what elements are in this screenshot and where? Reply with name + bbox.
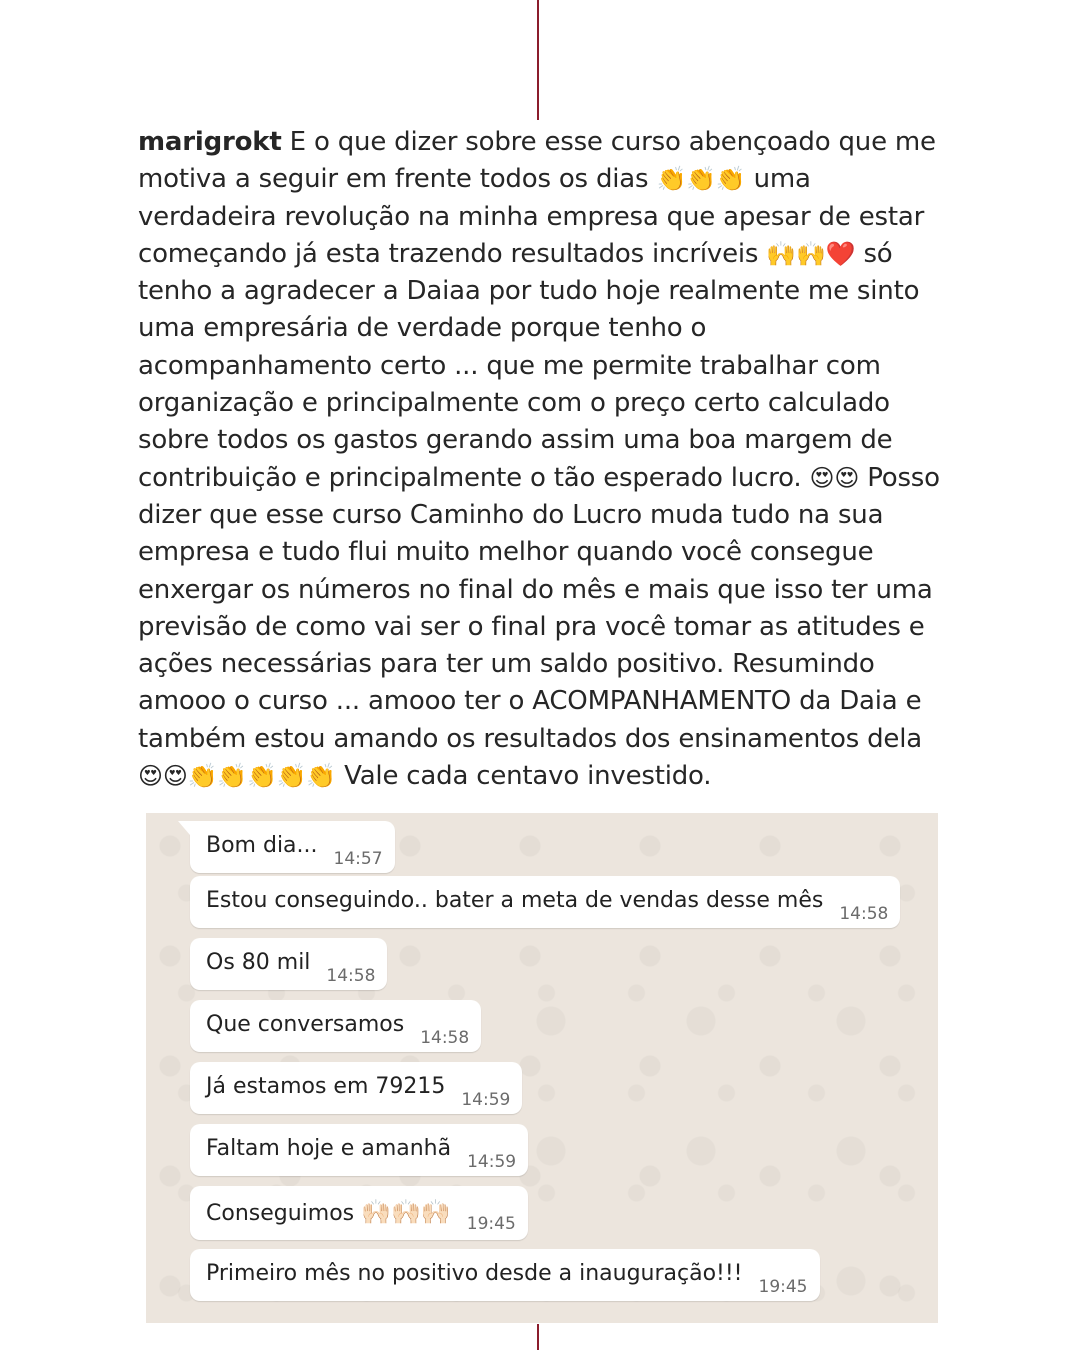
message-text: Estou conseguindo.. bater a meta de vendas desse mês [206, 888, 824, 913]
raised-hands-emoji: 🙌🏻🙌🏻🙌🏻 [361, 1198, 451, 1226]
message-time: 14:58 [326, 966, 376, 986]
top-accent-line [537, 0, 539, 120]
clapping-hands-emoji: 👏👏👏 [656, 165, 746, 194]
message-time: 14:59 [467, 1152, 517, 1172]
chat-message[interactable] [190, 1000, 481, 1052]
comment-segment: Posso dizer que esse curso Caminho do Lucro muda tudo na sua empresa e tudo flui muito melhor quando você consegue enxergar os números no final do mês e mais que isso ter uma previsão de como vai ser o final pra você tomar as atitudes e ações necessárias para ter um saldo positivo. Resumindo amooo o curso ... amooo ter o ACOMPANHAMENTO da Daia e também estou amando os resultados dos ensinamentos dela [138, 462, 940, 754]
chat-message[interactable] [190, 938, 387, 990]
chat-message[interactable] [190, 821, 395, 873]
comment-segment: só tenho a agradecer a Daiaa por tudo hoje realmente me sinto uma empresária de verdade porque tenho o acompanhamento certo ... que me permite trabalhar com organização e principalmente com o preço certo calculado sobre todos os gastos gerando assim uma boa margem de contribuição e principalmente o tão esperado lucro. [138, 238, 920, 493]
message-text: Bom dia... [206, 833, 318, 858]
message-text: Faltam hoje e amanhã [206, 1136, 452, 1161]
message-text: Que conversamos [206, 1012, 405, 1037]
message-text: Já estamos em 79215 [206, 1074, 446, 1099]
bottom-accent-line [537, 1324, 539, 1350]
chat-message[interactable] [190, 1062, 522, 1114]
message-text: Os 80 mil [206, 950, 311, 975]
message-time: 14:59 [461, 1090, 511, 1110]
comment-username[interactable]: marigrokt [138, 127, 282, 157]
heart-eyes-clapping-emoji: 😍😍👏👏👏👏👏 [138, 762, 337, 791]
message-time: 19:45 [466, 1214, 516, 1234]
chat-message[interactable] [190, 1186, 528, 1240]
comment-segment: uma verdadeira revolução na minha empresa que apesar de estar começando já esta trazendo resultados incríveis [138, 164, 925, 269]
comment-segment: E o que dizer sobre esse curso abençoado que me motiva a seguir em frente todos os dias [138, 127, 936, 195]
raised-hands-heart-emoji: 🙌🙌❤️ [766, 239, 856, 268]
chat-message[interactable] [190, 1124, 528, 1176]
comment-text [138, 124, 946, 795]
message-text: Primeiro mês no positivo desde a inauguração!!! [206, 1261, 743, 1286]
message-text [206, 1186, 451, 1226]
chat-message[interactable] [190, 876, 900, 928]
chat-screenshot [146, 813, 938, 1323]
message-time: 14:58 [420, 1028, 470, 1048]
comment-segment: Vale cada centavo investido. [336, 761, 712, 792]
message-time: 14:58 [839, 904, 889, 924]
chat-message[interactable] [190, 1249, 820, 1301]
heart-eyes-emoji: 😍😍 [809, 463, 860, 492]
message-time: 19:45 [758, 1277, 808, 1297]
message-time: 14:57 [333, 849, 383, 869]
message-text-content: Conseguimos [206, 1201, 355, 1226]
